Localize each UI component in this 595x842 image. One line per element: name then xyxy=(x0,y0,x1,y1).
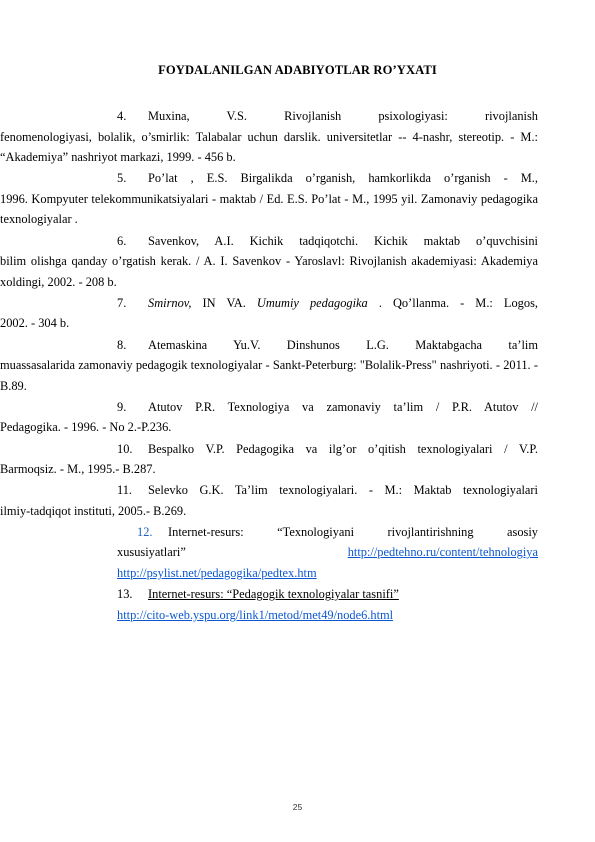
entry-text-lead: Atutov P.R. Texnologiya va zamonaviy ta’lim / P.R. Atutov // xyxy=(148,399,538,414)
entry-text-rest: fenomenologiyasi, bolalik, o’smirlik: Talabalar uchun darslik. universitetlar -- 4-nashr, stereotip. - M.: “Akademiya” nashriyot markazi, 1999. - 456 b. xyxy=(0,129,538,165)
entry-text-lead: Bespalko V.P. Pedagogika va ilg’or o’qitish texnologiyalari / V.P. xyxy=(148,441,538,456)
entry-text-lead: Selevko G.K. Ta’lim texnologiyalari. - M.: Maktab texnologiyalari xyxy=(148,483,538,498)
entry-text-rest: bilim olishga qanday o’rgatish kerak. / A. I. Savenkov - Yaroslavl: Rivojlanish akademiyasi: Akademiya xoldingi, 2002. - 208 b. xyxy=(0,254,538,289)
entry-number: 5. xyxy=(117,171,127,186)
entry-text-end: . Qo’llanma. - M.: Logos, xyxy=(367,295,538,310)
entry-text-lead: Po’lat , E.S. Birgalikda o’rganish, hamkorlikda o’rganish - M., xyxy=(148,171,538,186)
list-item xyxy=(0,293,538,334)
entry-text-lead: Savenkov, A.I. Kichik tadqiqotchi. Kichik maktab o’quvchisini xyxy=(148,233,538,248)
resource-link[interactable]: http://psylist.net/pedagogika/pedtex.htm xyxy=(117,566,317,581)
resource-link[interactable]: http://pedtehno.ru/content/tehnologiya xyxy=(347,545,538,560)
entry-number: 6. xyxy=(117,233,127,248)
entry-text-rest: ilmiy-tadqiqot instituti, 2005.- B.269. xyxy=(0,503,187,518)
entry-text-rest: muassasalarida zamonaviy pedagogik texnologiyalar - Sankt-Peterburg: "Bolalik-Press" nashriyoti. - 2011. - B.89. xyxy=(0,358,538,393)
entry-text-rest: 1996. Kompyuter telekommunikatsiyalari - maktab / Ed. E.S. Po’lat - M., 1995 yil. Zamonaviy pedagogika texnologiyalar . xyxy=(0,191,538,227)
list-item xyxy=(0,397,538,438)
entry-text-lead: Internet-resurs: “Texnologiyani rivojlantirishning asosiy xyxy=(168,524,538,539)
entry-number: 9. xyxy=(117,399,127,414)
entry-text-lead: Internet-resurs: “Pedagogik texnologiyalar tasnifi” xyxy=(148,587,399,602)
entry-number: 11. xyxy=(117,483,133,498)
entry-text-rest: Barmoqsiz. - M., 1995.- B.287. xyxy=(0,462,156,477)
entry-text-rest: 2002. - 304 b. xyxy=(0,316,70,331)
entry-text-line2: xususiyatlari” xyxy=(117,545,186,560)
list-item xyxy=(0,439,538,480)
list-item xyxy=(117,584,538,625)
entry-text-mid: IN VA. xyxy=(191,295,257,310)
list-item xyxy=(0,335,538,397)
list-item xyxy=(0,106,538,168)
bibliography-list xyxy=(0,106,538,626)
entry-number: 13. xyxy=(117,587,133,602)
entry-number: 7. xyxy=(117,295,127,310)
entry-text-rest: Pedagogika. - 1996. - No 2.-P.236. xyxy=(0,420,172,435)
entry-number: 4. xyxy=(117,109,127,123)
entry-text-lead: Muxina, V.S. Rivojlanish psixologiyasi: rivojlanish xyxy=(148,109,538,123)
entry-number: 8. xyxy=(117,337,127,352)
resource-link[interactable]: http://cito-web.yspu.org/link1/metod/met49/node6.html xyxy=(117,607,394,622)
list-item xyxy=(0,168,538,230)
entry-number: 12. xyxy=(137,524,153,539)
list-item xyxy=(0,231,538,293)
list-item xyxy=(117,522,538,584)
entry-book-title: Umumiy pedagogika xyxy=(256,295,368,310)
entry-text-lead: Atemaskina Yu.V. Dinshunos L.G. Maktabgacha ta’lim xyxy=(148,337,538,352)
page-title: FOYDALANILGAN ADABIYOTLAR RO’YXATI xyxy=(158,63,437,77)
entry-author: Smirnov, xyxy=(148,295,192,310)
list-item xyxy=(0,480,538,521)
entry-number: 10. xyxy=(117,441,133,456)
page-number: 25 xyxy=(292,802,303,812)
